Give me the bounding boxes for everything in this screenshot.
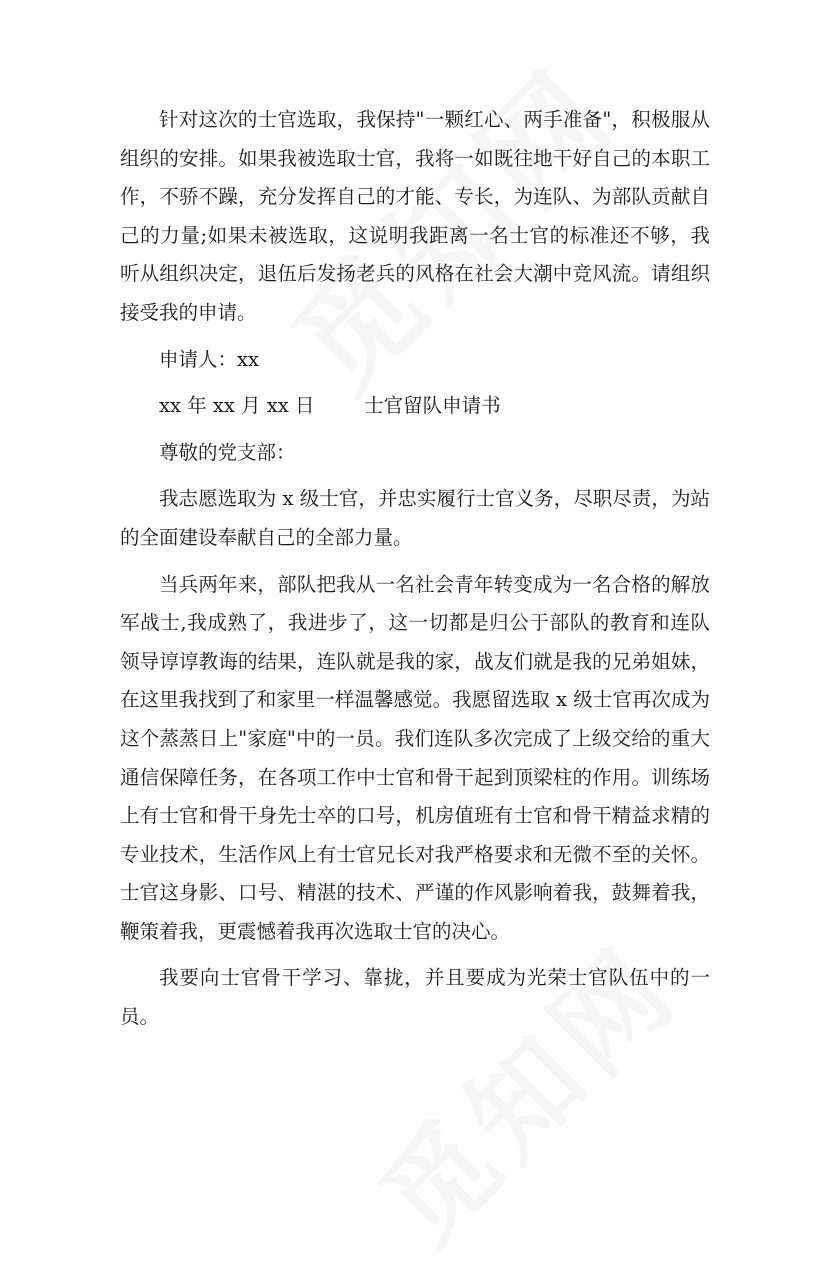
paragraph-2: 我志愿选取为 x 级士官，并忠实履行士官义务，尽职尽责，为站的全面建设奉献自己的全部力量。 [120,487,710,549]
paragraph-1: 针对这次的士官选取，我保持"一颗红心、两手准备"，积极服从组织的安排。如果我被选取士官，我将一如既往地干好自己的本职工作，不骄不躁，充分发挥自己的才能、专长，为连队、为部队贡献自己的力量;如果未被选取，这说明我距离一名士官的标准还不够，我听从组织决定，退伍后发扬老兵的风格在社会大潮中竞风流。请组织接受我的申请。 [120,108,710,324]
greeting: 尊敬的党支部： [159,440,296,464]
paragraph-3: 当兵两年来，部队把我从一名社会青年转变成为一名合格的解放军战士,我成熟了，我进步了，这一切都是归公于部队的教育和连队领导谆谆教诲的结果，连队就是我的家，战友们就是我的兄弟姐妹，在这里我找到了和家里一样温馨感觉。我愿留选取 x 级士官再次成为这个蒸蒸日上"家庭"中的一员。我们连队多次完成了上级交给的重大通信保障任务，在各项工作中士官和骨干起到顶梁柱的作用。训练场上有士官和骨干身先士卒的口号，机房值班有士官和骨干精益求精的专业技术，生活作风上有士官兄长对我严格要求和无微不至的关怀。士官这身影、口号、精湛的技术、严谨的作风影响着我，鼓舞着我，鞭策着我，更震憾着我再次选取士官的决心。 [120,572,710,943]
date-title-line: xx 年 xx 月 xx 日 士官留队申请书 [159,394,501,418]
document-body [120,101,710,1037]
paragraph-4: 我要向士官骨干学习、靠拢，并且要成为光荣士官队伍中的一员。 [120,966,710,1029]
applicant-line: 申请人：xx [159,347,259,371]
